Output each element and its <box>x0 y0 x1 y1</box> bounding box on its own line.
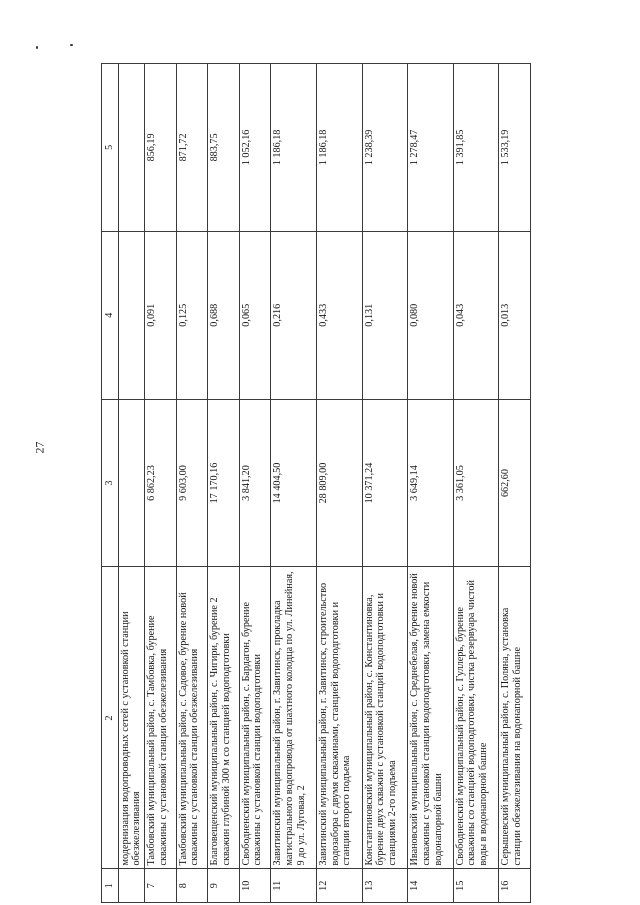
cell-col4 <box>118 231 144 399</box>
cell-col3: 3 841,20 <box>239 399 271 567</box>
column-header-2: 2 <box>102 567 119 869</box>
cell-col5: 1 238,39 <box>362 64 408 232</box>
table-row <box>316 64 362 903</box>
cell-col4: 0,125 <box>176 231 208 399</box>
cell-col3: 3 361,05 <box>453 399 499 567</box>
cell-num: 13 <box>362 869 408 903</box>
cell-description: Завитинский муниципальный район, г. Завитинск, прокладка магистрального водопровода от шахтного колодца по ул. Линейная, 9 до ул. Луговая, 2 <box>271 567 317 869</box>
cell-col5: 1 052,16 <box>239 64 271 232</box>
cell-col3: 14 404,50 <box>271 399 317 567</box>
cell-col3: 10 371,24 <box>362 399 408 567</box>
cell-col4: 0,091 <box>144 231 176 399</box>
cell-num: 10 <box>239 869 271 903</box>
cell-description: модернизация водопроводных сетей с установкой станции обезжелезивания <box>118 567 144 869</box>
table-row <box>144 64 176 903</box>
table-row <box>271 64 317 903</box>
table-row <box>408 64 454 903</box>
cell-description: Свободненский муниципальный район, с. Бардагон, бурение скважины с установкой станции водоподготовки <box>239 567 271 869</box>
rotated-table-container <box>101 63 531 903</box>
cell-col5: 1 391,85 <box>453 64 499 232</box>
table-row <box>499 64 531 903</box>
cell-description: Тамбовский муниципальный район, с. Тамбовка, бурение скважины с установкой станции обезжелезивания <box>144 567 176 869</box>
cell-description: Константиновский муниципальный район, с. Константиновка, бурение двух скважин с установкой станций водоподготовки и станциями 2-го подъема <box>362 567 408 869</box>
cell-col4: 0,080 <box>408 231 454 399</box>
cell-col5: 871,72 <box>176 64 208 232</box>
cell-num: 9 <box>208 869 240 903</box>
cell-col5 <box>118 64 144 232</box>
cell-col4: 0,216 <box>271 231 317 399</box>
cell-description: Завитинский муниципальный район, г. Завитинск, строительство водозабора с двумя скважинами, станцией водоподготовки и станции второго подъема <box>316 567 362 869</box>
column-header-3: 3 <box>102 399 119 567</box>
cell-col5: 1 533,19 <box>499 64 531 232</box>
table-row <box>176 64 208 903</box>
cell-col4: 0,131 <box>362 231 408 399</box>
cell-num: 15 <box>453 869 499 903</box>
cell-col3: 17 170,16 <box>208 399 240 567</box>
cell-description: Ивановский муниципальный район, с. Среднебелая, бурение новой скважины с установкой станции водоподготовки, замена емкости водонапорной башни <box>408 567 454 869</box>
cell-col4: 0,043 <box>453 231 499 399</box>
cell-col3: 28 809,00 <box>316 399 362 567</box>
cell-description: Серышевский муниципальный район, с. Поляна, установка станции обезжелезивания на водонапорной башне <box>499 567 531 869</box>
cell-col3: 662,60 <box>499 399 531 567</box>
cell-num: 14 <box>408 869 454 903</box>
cell-col5: 1 278,47 <box>408 64 454 232</box>
table-row <box>453 64 499 903</box>
cell-col4: 0,013 <box>499 231 531 399</box>
table-row <box>239 64 271 903</box>
column-header-4: 4 <box>102 231 119 399</box>
scan-speck <box>36 46 38 49</box>
column-header-1: 1 <box>102 869 119 903</box>
cell-num: 12 <box>316 869 362 903</box>
cell-description: Благовещенский муниципальный район, с. Чигири, бурение 2 скважин глубиной 300 м со станцией водоподготовки <box>208 567 240 869</box>
cell-col3: 6 862,23 <box>144 399 176 567</box>
table-row-continued <box>118 64 144 903</box>
cell-num: 8 <box>176 869 208 903</box>
cell-num: 16 <box>499 869 531 903</box>
cell-description: Тамбовский муниципальный район, с. Садовое, бурение новой скважины с установкой станции обезжелезивания <box>176 567 208 869</box>
cell-col5: 1 186,18 <box>316 64 362 232</box>
cell-col5: 856,19 <box>144 64 176 232</box>
cell-col5: 1 186,18 <box>271 64 317 232</box>
cell-col4: 0,433 <box>316 231 362 399</box>
cell-col4: 0,065 <box>239 231 271 399</box>
cell-col4: 0,688 <box>208 231 240 399</box>
cell-num: 7 <box>144 869 176 903</box>
cell-col5: 883,75 <box>208 64 240 232</box>
page-number: 27 <box>32 441 47 454</box>
cell-num <box>118 869 144 903</box>
table-row <box>362 64 408 903</box>
cell-col3: 9 603,00 <box>176 399 208 567</box>
column-header-5: 5 <box>102 64 119 232</box>
projects-table <box>101 63 531 903</box>
cell-col3 <box>118 399 144 567</box>
scan-speck <box>70 44 73 46</box>
cell-col3: 3 649,14 <box>408 399 454 567</box>
cell-num: 11 <box>271 869 317 903</box>
table-header-row <box>102 64 119 903</box>
cell-description: Свободненский муниципальный район, с. Гуллерь, бурение скважины со станцией водоподготовки, чистка резервуара чистой воды в водонапорной башне <box>453 567 499 869</box>
table-row <box>208 64 240 903</box>
